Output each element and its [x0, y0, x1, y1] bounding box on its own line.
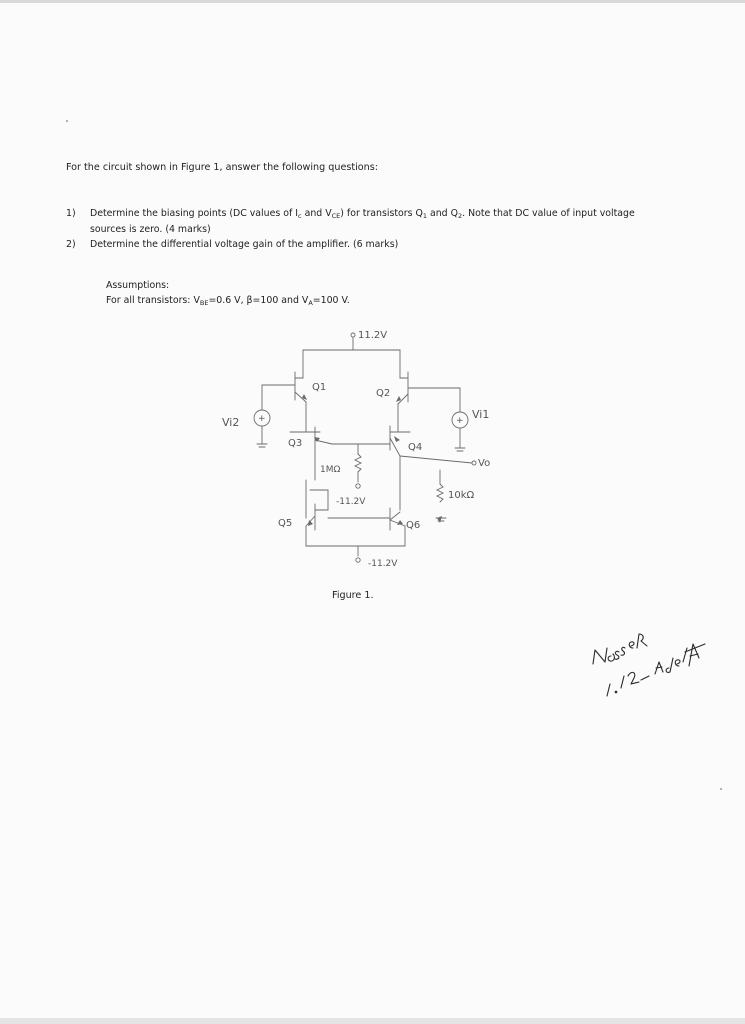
assumptions	[106, 279, 506, 308]
q1-label: Q1	[312, 382, 327, 393]
circuit-diagram	[210, 320, 520, 582]
vi1-plus-sign: +	[456, 416, 464, 426]
question-number: 2)	[66, 239, 76, 250]
mid-supply-label: -11.2V	[336, 497, 366, 507]
q6-label: Q6	[406, 520, 421, 531]
scan-speck	[66, 120, 68, 122]
r-bias-resistor	[355, 454, 361, 472]
assumptions-line: For all transistors: $V_{BE}=0.6$ V, β=100 and $V_A=100$ V.	[106, 294, 350, 307]
vee-label: -11.2V	[368, 559, 398, 569]
vo-label: Vo	[478, 458, 491, 469]
assumptions-heading: Assumptions:	[106, 280, 170, 291]
signature-drawing	[585, 612, 715, 712]
vi2-label: Vi2	[222, 416, 240, 429]
vcc-label: 11.2V	[358, 330, 388, 341]
vee-terminal	[356, 558, 360, 562]
r-load-resistor	[437, 484, 443, 502]
vi1-label: Vi1	[472, 408, 490, 421]
r-bias-label: 1MΩ	[320, 465, 341, 475]
page-bottom-edge	[0, 1018, 745, 1024]
figure-caption: Figure 1.	[332, 590, 374, 601]
mid-supply-terminal	[356, 484, 360, 488]
vi2-plus-sign: +	[258, 414, 266, 424]
question-item	[66, 206, 666, 237]
intro-text: For the circuit shown in Figure 1, answer the following questions:	[66, 162, 378, 173]
r-load-label: 10kΩ	[448, 490, 475, 501]
question-text: Determine the biasing points (DC values of $I_c$ and $V_{CE}$) for transistors $Q_1$ and $Q_2$. Note that DC value of input voltage sources is zero. (4 marks)	[90, 208, 635, 235]
page-top-edge	[0, 0, 745, 3]
question-text: Determine the differential voltage gain of the amplifier. (6 marks)	[90, 239, 399, 250]
q4-label: Q4	[408, 442, 423, 453]
circuit-figure	[210, 320, 520, 582]
vo-terminal	[472, 461, 476, 465]
scan-speck	[720, 788, 722, 790]
question-item	[66, 237, 666, 253]
q3-label: Q3	[288, 438, 303, 449]
q2-emitter-arrow	[396, 396, 401, 402]
handwritten-signature	[585, 612, 715, 712]
ground-mark	[437, 516, 442, 523]
question-number: 1)	[66, 208, 76, 219]
vcc-terminal	[351, 333, 355, 337]
q4-emitter-arrow	[394, 436, 400, 442]
q6-emitter-arrow	[397, 520, 403, 525]
q5-label: Q5	[278, 518, 293, 529]
q2-label: Q2	[376, 388, 391, 399]
question-list	[66, 206, 666, 253]
